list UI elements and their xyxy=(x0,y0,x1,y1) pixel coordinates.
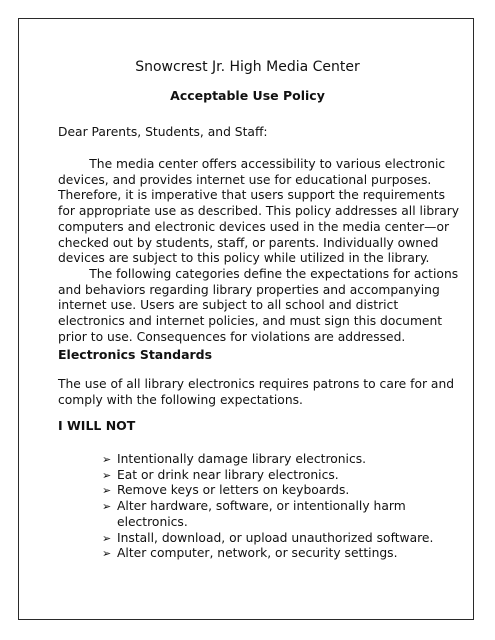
list-item-text: Alter computer, network, or security settings. xyxy=(117,546,398,561)
arrow-bullet-icon: ➢ xyxy=(102,484,112,498)
page-subtitle: Acceptable Use Policy xyxy=(170,88,325,103)
list-item-text-continued: electronics. xyxy=(117,514,188,529)
paragraph-1-line: for appropriate use as described. This policy addresses all library xyxy=(58,204,460,219)
arrow-bullet-icon: ➢ xyxy=(102,500,112,514)
list-item-text: Remove keys or letters on keyboards. xyxy=(117,483,350,498)
section-intro-line: The use of all library electronics requires patrons to care for and xyxy=(58,377,455,391)
paragraph-1-line: computers and electronic devices used in the media center—or xyxy=(58,219,450,234)
paragraph-1-line: The media center offers accessibility to various electronic xyxy=(58,157,446,171)
list-item xyxy=(102,546,433,562)
arrow-bullet-icon: ➢ xyxy=(102,531,112,545)
paragraph-1-line: Therefore, it is imperative that users support the requirements xyxy=(58,188,445,203)
section-heading: Electronics Standards xyxy=(58,347,213,362)
paragraph-2-line: prior to use. Consequences for violations are addressed. xyxy=(58,329,406,344)
list-item-text: Install, download, or upload unauthorized software. xyxy=(117,530,434,545)
prohibited-actions-list xyxy=(102,452,433,562)
page-title: Snowcrest Jr. High Media Center xyxy=(135,59,360,75)
paragraph-1-line: devices are subject to this policy while utilized in the library. xyxy=(58,251,430,266)
list-item xyxy=(102,483,433,499)
paragraph-2-line: electronics and internet policies, and must sign this document xyxy=(58,314,443,328)
list-item-text: Intentionally damage library electronics. xyxy=(117,452,367,466)
list-item-text: Alter hardware, software, or intentionally harm xyxy=(117,499,406,514)
list-item xyxy=(102,531,433,547)
paragraph-1-line: checked out by students, staff, or parents. Individually owned xyxy=(58,235,439,250)
arrow-bullet-icon: ➢ xyxy=(102,468,112,482)
paragraph-2-line: and behaviors regarding library properties and accompanying xyxy=(58,282,440,297)
paragraph-2-line: internet use. Users are subject to all school and district xyxy=(58,298,399,313)
section-intro-line: comply with the following expectations. xyxy=(58,392,303,407)
list-heading: I WILL NOT xyxy=(58,418,136,433)
list-item-text: Eat or drink near library electronics. xyxy=(117,467,339,482)
list-item xyxy=(102,452,433,468)
list-item xyxy=(102,499,433,530)
list-item xyxy=(102,468,433,484)
salutation: Dear Parents, Students, and Staff: xyxy=(58,125,268,139)
paragraph-1-line: devices, and provides internet use for educational purposes. xyxy=(58,172,432,187)
paragraph-2-line: The following categories define the expectations for actions xyxy=(58,266,459,281)
arrow-bullet-icon: ➢ xyxy=(102,547,112,561)
arrow-bullet-icon: ➢ xyxy=(102,453,112,466)
